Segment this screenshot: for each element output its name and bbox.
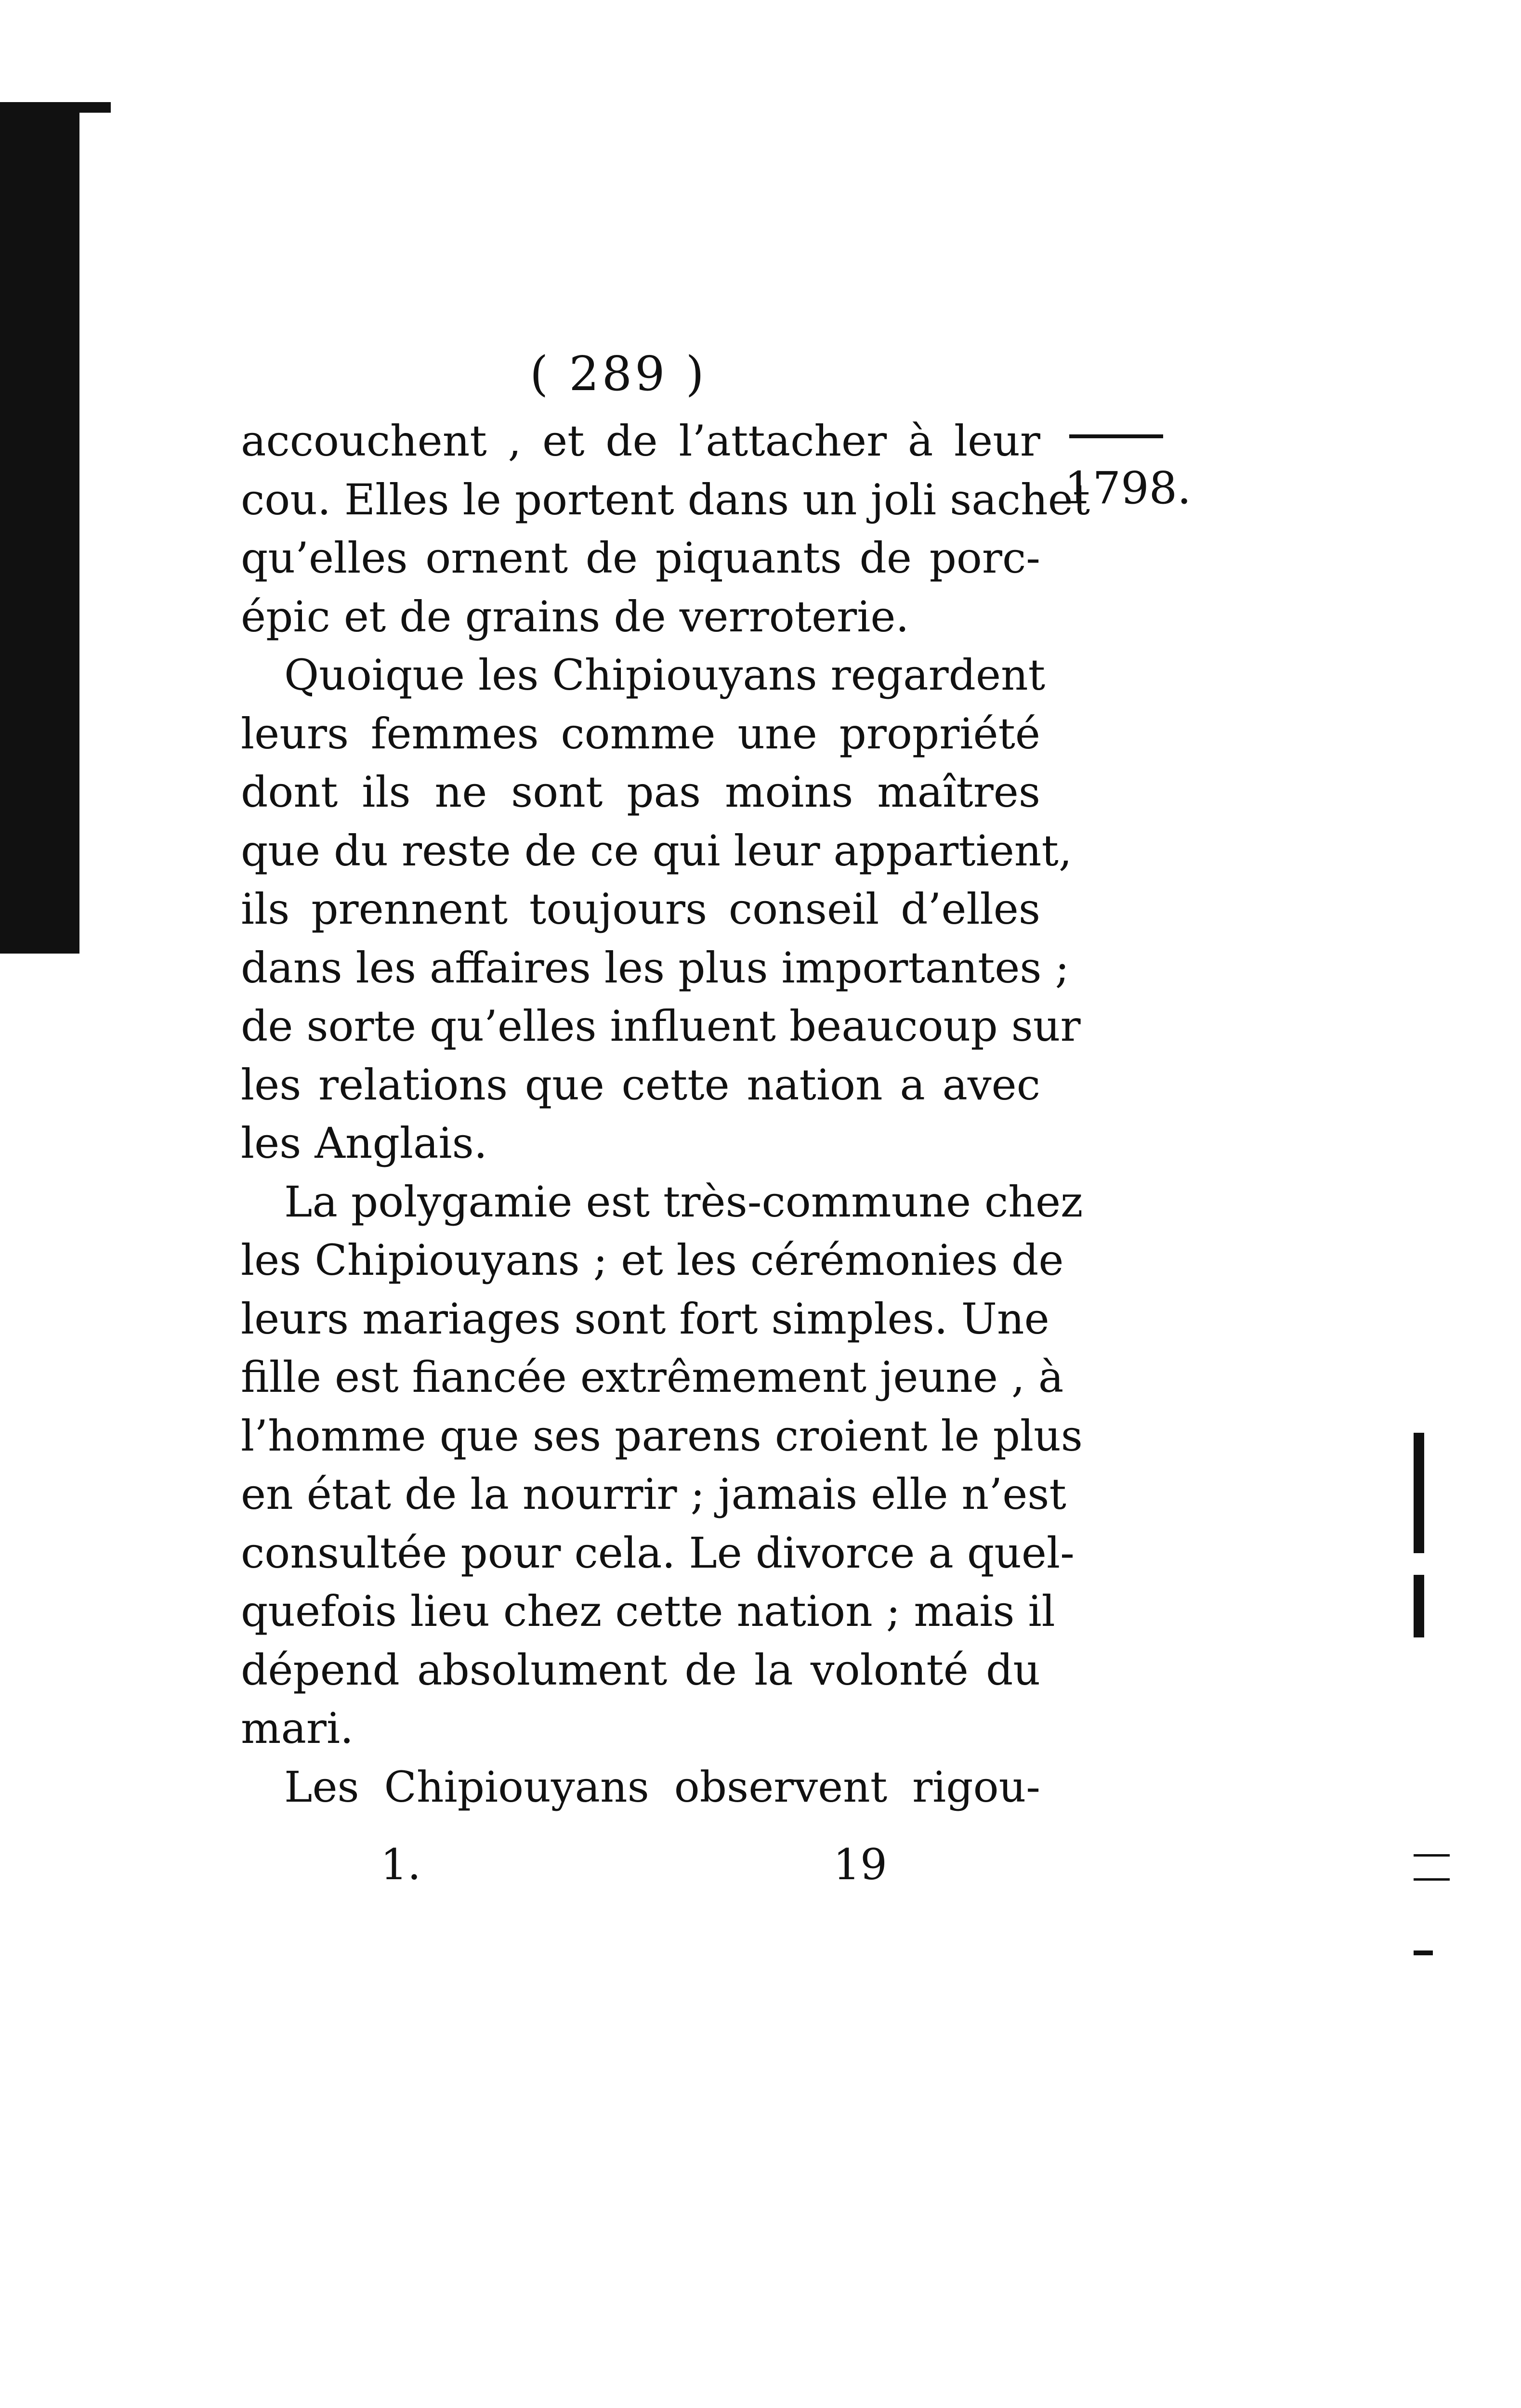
- text-line: Les Chipiouyans observent rigou-: [284, 1762, 1040, 1812]
- text-line: quefois lieu chez cette nation ; mais il: [241, 1586, 1055, 1636]
- text-line: en état de la nourrir ; jamais elle n’est: [241, 1469, 1066, 1519]
- text-line: dont ils ne sont pas moins maîtres: [241, 767, 1040, 817]
- scan-artifact: [1414, 1854, 1450, 1857]
- signature-mark: 1.: [380, 1840, 421, 1889]
- text-line: fille est fiancée extrêmement jeune , à: [241, 1352, 1064, 1402]
- text-line: cou. Elles le portent dans un joli sachet: [241, 474, 1090, 524]
- margin-rule: [1069, 434, 1163, 438]
- text-line: leurs femmes comme une propriété: [241, 708, 1040, 759]
- text-line: les Anglais.: [241, 1118, 487, 1168]
- text-line: l’homme que ses parens croient le plus: [241, 1411, 1083, 1461]
- text-line: que du reste de ce qui leur appartient,: [241, 825, 1072, 876]
- text-line: dans les affaires les plus importantes ;: [241, 942, 1070, 993]
- body-text: [241, 412, 1090, 1816]
- binding-edge-bar: [0, 111, 79, 954]
- text-line: mari.: [241, 1703, 354, 1753]
- margin-year: 1798.: [1064, 462, 1192, 514]
- text-line: qu’elles ornent de piquants de porc-: [241, 533, 1040, 583]
- text-line: de sorte qu’elles influent beaucoup sur: [241, 1001, 1081, 1051]
- text-line: accouchent , et de l’attacher à leur: [241, 416, 1040, 466]
- folio-number: 19: [833, 1840, 887, 1889]
- scan-artifact: [1414, 1878, 1450, 1881]
- scan-artifact: [1414, 1575, 1424, 1637]
- text-line: La polygamie est très-commune chez: [284, 1177, 1083, 1227]
- text-line: les relations que cette nation a avec: [241, 1060, 1040, 1110]
- text-line: leurs mariages sont fort simples. Une: [241, 1294, 1049, 1344]
- text-line: épic et de grains de verroterie.: [241, 591, 909, 641]
- text-line: Quoique les Chipiouyans regardent: [284, 650, 1046, 700]
- text-line: consultée pour cela. Le divorce a quel-: [241, 1528, 1075, 1578]
- text-line: dépend absolument de la volonté du: [241, 1645, 1040, 1695]
- text-line: ils prennent toujours conseil d’elles: [241, 884, 1040, 934]
- scan-artifact: [1414, 1950, 1433, 1955]
- page-number: ( 289 ): [530, 347, 707, 402]
- scan-artifact: [1414, 1433, 1424, 1553]
- text-line: les Chipiouyans ; et les cérémonies de: [241, 1235, 1064, 1285]
